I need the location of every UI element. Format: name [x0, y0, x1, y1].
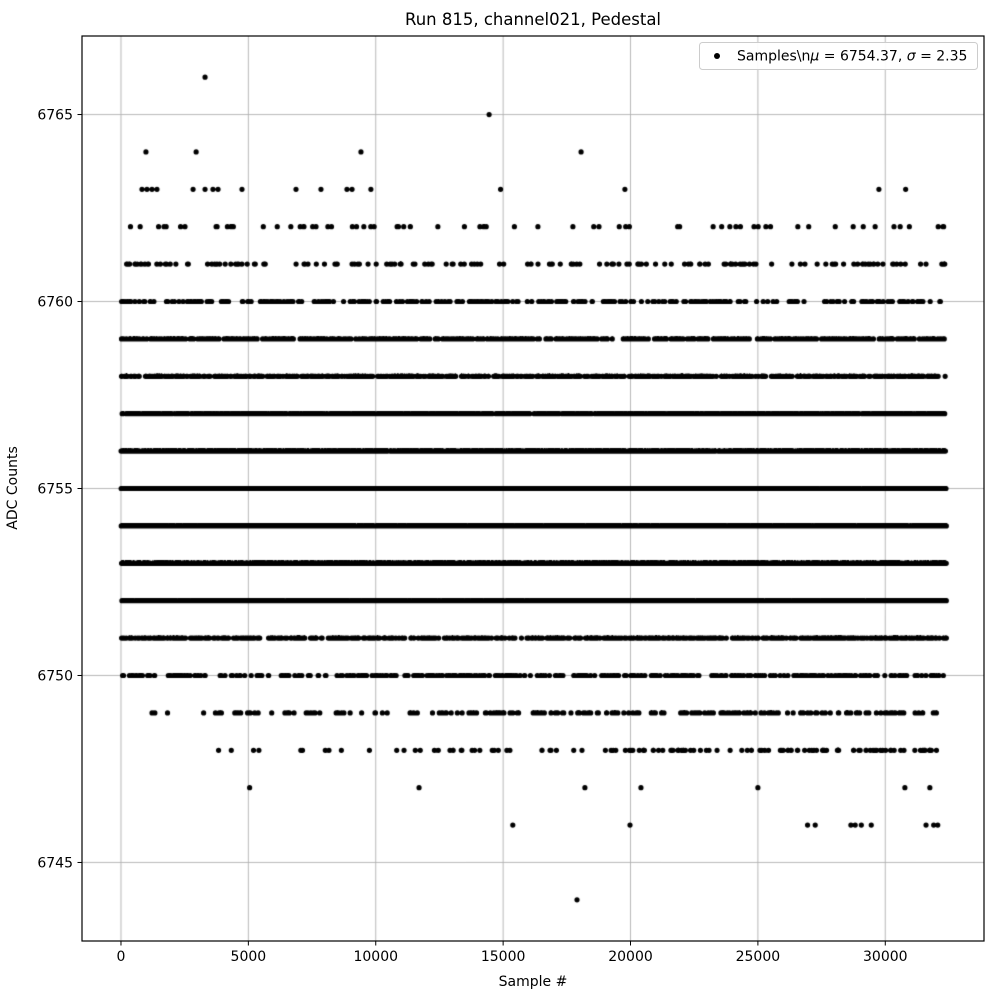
legend-marker-icon [714, 53, 720, 59]
legend-sigma-symbol: σ [906, 48, 916, 65]
x-tick-label: 0 [116, 949, 126, 965]
legend-label [737, 49, 967, 65]
y-tick-label: 6760 [37, 294, 73, 311]
x-axis-label: Sample # [498, 974, 568, 990]
x-tick-label: 30000 [863, 949, 908, 965]
y-tick-label: 6755 [37, 481, 73, 498]
y-axis-label: ADC Counts [5, 446, 21, 530]
y-tick-label: 6750 [37, 668, 73, 685]
legend-sigma-value: = 2.35 [915, 48, 968, 65]
x-tick-label: 20000 [608, 949, 653, 965]
y-tick-label: 6765 [37, 107, 73, 124]
legend-mu-value: = 6754.37, [819, 48, 907, 65]
x-tick-label: 5000 [230, 949, 267, 965]
x-tick-label: 15000 [480, 949, 526, 965]
x-tick-label: 10000 [353, 949, 399, 965]
chart-title: Run 815, channel021, Pedestal [404, 10, 662, 29]
axes-spines [82, 36, 984, 941]
x-tick-group [117, 941, 908, 965]
y-tick-label: 6745 [37, 855, 73, 872]
y-tick-group [37, 107, 82, 871]
legend-label-prefix: Samples\n [737, 48, 811, 65]
legend-mu-symbol: μ [810, 48, 820, 65]
x-tick-label: 25000 [735, 949, 781, 965]
legend [700, 43, 978, 70]
